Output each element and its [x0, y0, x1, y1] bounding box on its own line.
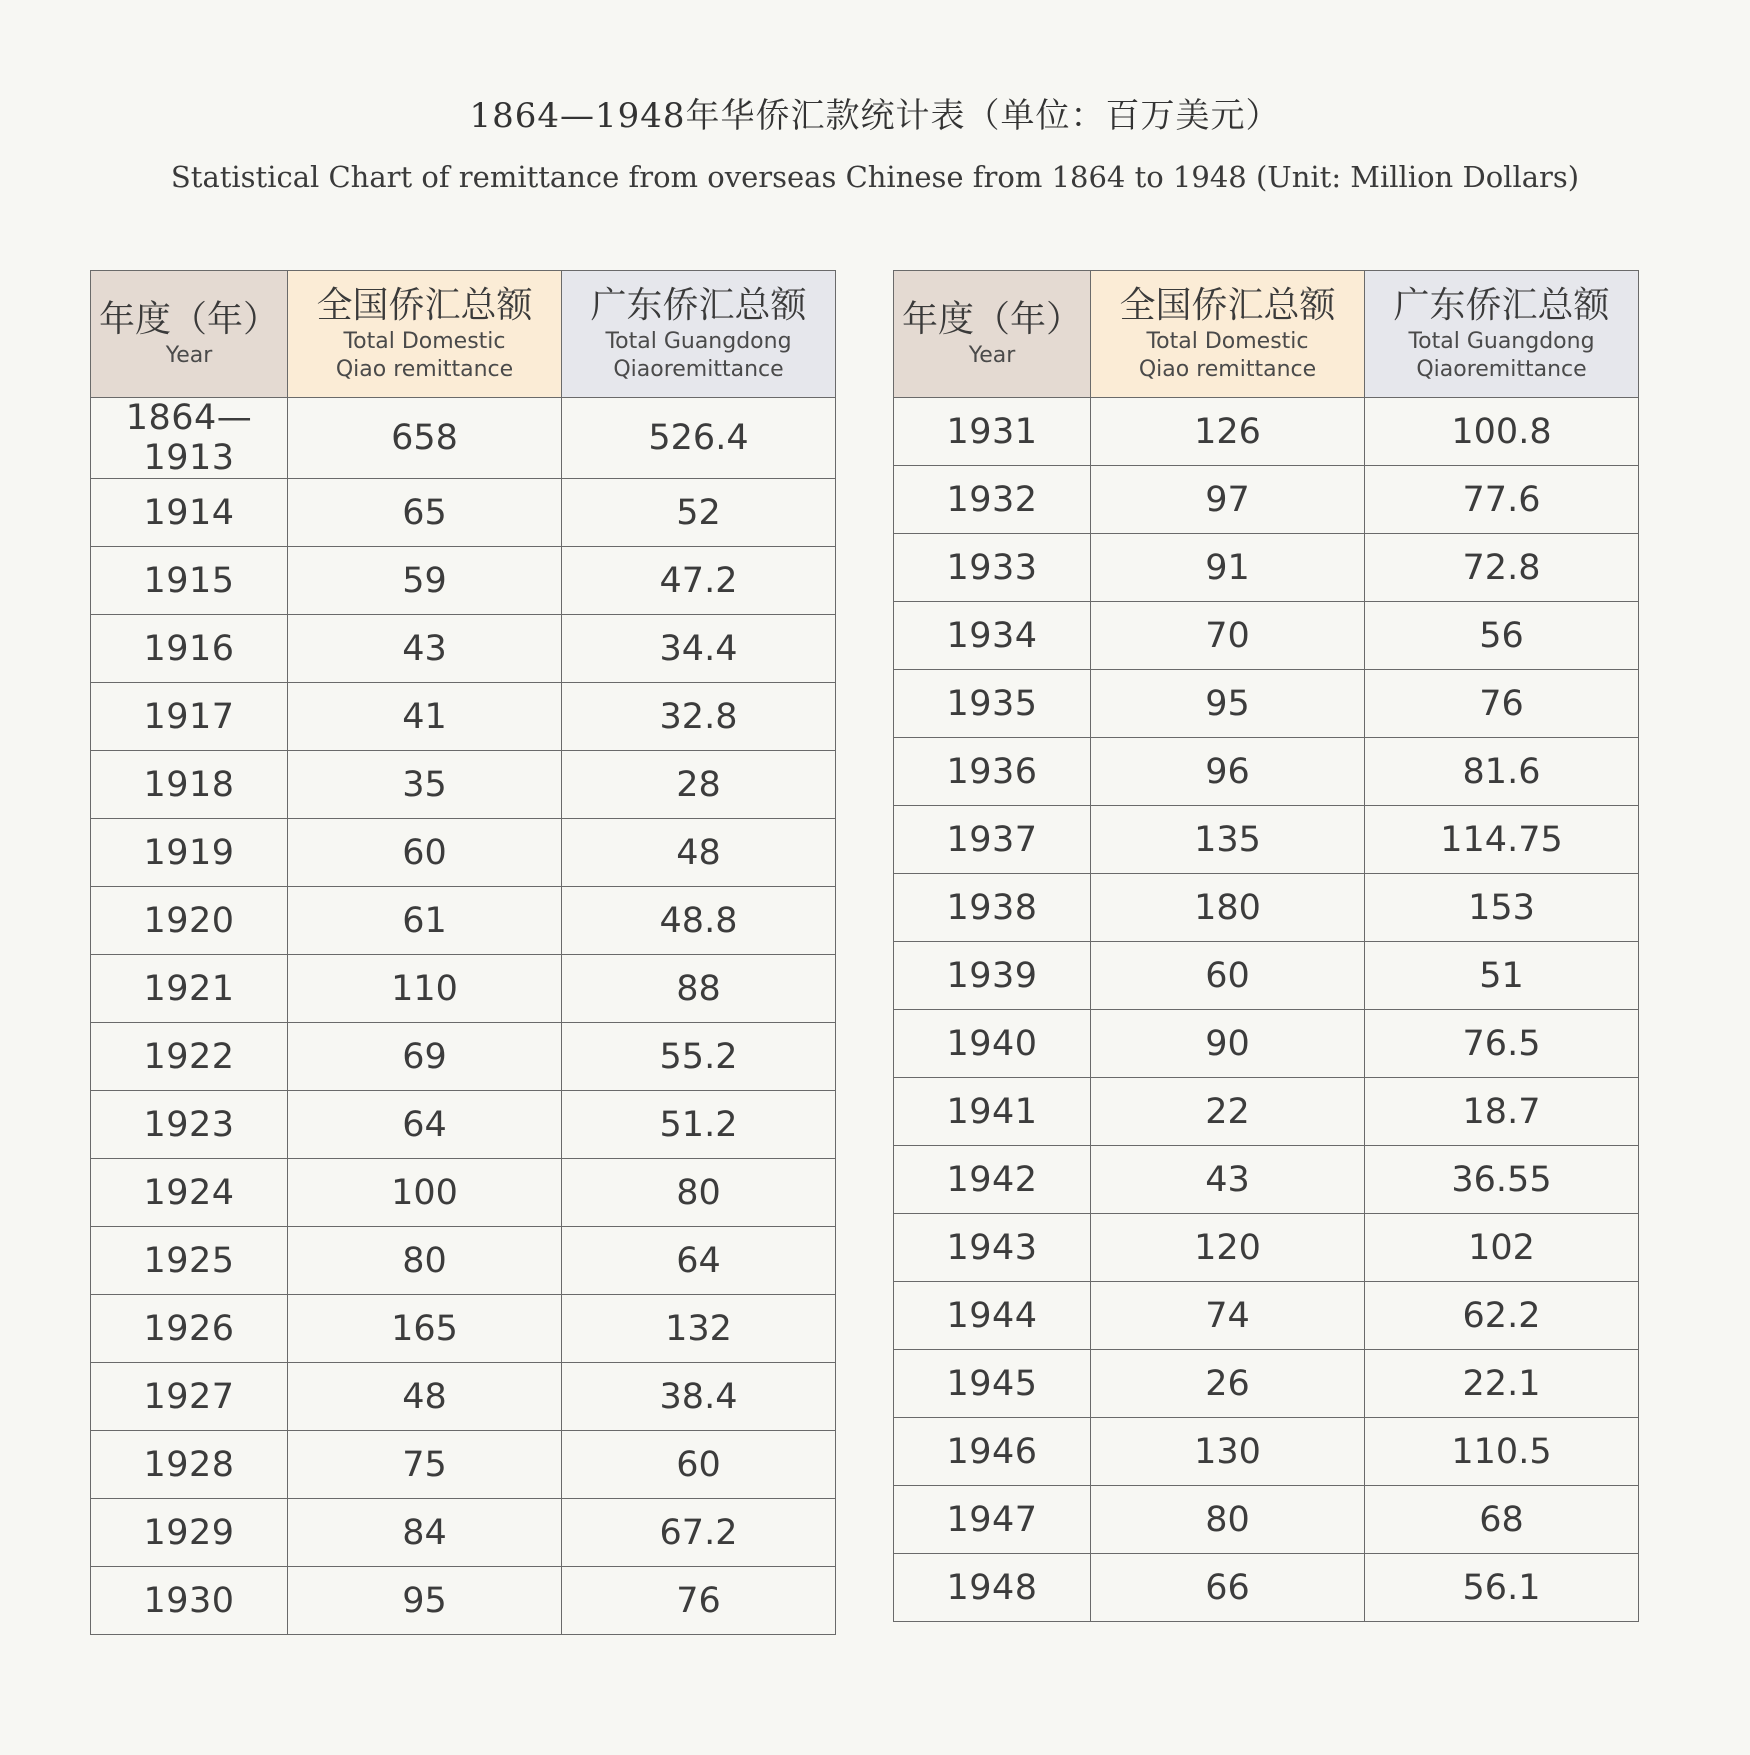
cell-year: 1940	[894, 1010, 1091, 1078]
cell-year: 1864—1913	[91, 398, 288, 479]
table-row	[91, 479, 836, 547]
cell-year: 1941	[894, 1078, 1091, 1146]
cell-total-domestic: 130	[1091, 1418, 1365, 1486]
table-row	[894, 398, 1639, 466]
cell-total-guangdong: 88	[562, 955, 836, 1023]
header-total-guangdong	[562, 271, 836, 398]
cell-total-guangdong: 110.5	[1365, 1418, 1639, 1486]
header-year-en: Year	[165, 343, 213, 368]
cell-total-domestic: 90	[1091, 1010, 1365, 1078]
cell-year: 1914	[91, 479, 288, 547]
header-gd-en-line2: Qiaoremittance	[1416, 357, 1587, 382]
cell-total-domestic: 69	[288, 1023, 562, 1091]
cell-total-domestic: 70	[1091, 602, 1365, 670]
cell-total-domestic: 61	[288, 887, 562, 955]
cell-total-domestic: 100	[288, 1159, 562, 1227]
table-row	[894, 1486, 1639, 1554]
table-row	[91, 887, 836, 955]
cell-year: 1935	[894, 670, 1091, 738]
cell-year: 1947	[894, 1486, 1091, 1554]
page-title-en: Statistical Chart of remittance from overseas Chinese from 1864 to 1948 (Unit: Million Dollars)	[170, 160, 1580, 194]
cell-total-domestic: 48	[288, 1363, 562, 1431]
cell-total-domestic: 26	[1091, 1350, 1365, 1418]
cell-total-guangdong: 48.8	[562, 887, 836, 955]
cell-total-domestic: 75	[288, 1431, 562, 1499]
table-row	[91, 1363, 836, 1431]
cell-total-guangdong: 100.8	[1365, 398, 1639, 466]
header-gd-en-line1: Total Guangdong	[1408, 329, 1595, 354]
cell-total-domestic: 74	[1091, 1282, 1365, 1350]
header-total-en-line1: Total Domestic	[343, 329, 506, 354]
cell-year: 1918	[91, 751, 288, 819]
header-year-cn: 年度（年）	[98, 299, 279, 340]
cell-year: 1915	[91, 547, 288, 615]
table-row	[894, 1078, 1639, 1146]
cell-total-guangdong: 76.5	[1365, 1010, 1639, 1078]
cell-total-domestic: 43	[288, 615, 562, 683]
cell-year: 1933	[894, 534, 1091, 602]
table-row	[894, 466, 1639, 534]
header-total-cn: 全国侨汇总额	[316, 285, 533, 326]
header-total-en-line2: Qiao remittance	[1138, 357, 1317, 382]
cell-year: 1924	[91, 1159, 288, 1227]
table-row	[894, 738, 1639, 806]
table-row	[894, 1418, 1639, 1486]
cell-total-domestic: 97	[1091, 466, 1365, 534]
header-gd-en-line2: Qiaoremittance	[613, 357, 784, 382]
table-row	[894, 942, 1639, 1010]
cell-year: 1936	[894, 738, 1091, 806]
cell-total-domestic: 80	[1091, 1486, 1365, 1554]
cell-year: 1917	[91, 683, 288, 751]
cell-total-guangdong: 526.4	[562, 398, 836, 479]
header-year	[91, 271, 288, 398]
cell-total-guangdong: 56	[1365, 602, 1639, 670]
table-row	[91, 1091, 836, 1159]
header-year-en: Year	[968, 343, 1016, 368]
table-row	[894, 1554, 1639, 1622]
header-row	[894, 271, 1639, 398]
header-total-en-line1: Total Domestic	[1146, 329, 1309, 354]
table-row	[894, 1282, 1639, 1350]
cell-total-domestic: 60	[288, 819, 562, 887]
header-gd-cn: 广东侨汇总额	[590, 285, 807, 326]
cell-total-domestic: 126	[1091, 398, 1365, 466]
header-total-cn: 全国侨汇总额	[1119, 285, 1336, 326]
cell-total-guangdong: 55.2	[562, 1023, 836, 1091]
header-year	[894, 271, 1091, 398]
header-total-domestic	[1091, 271, 1365, 398]
table-row	[91, 1227, 836, 1295]
cell-total-domestic: 96	[1091, 738, 1365, 806]
cell-year: 1919	[91, 819, 288, 887]
cell-total-guangdong: 114.75	[1365, 806, 1639, 874]
cell-total-domestic: 180	[1091, 874, 1365, 942]
cell-total-guangdong: 76	[562, 1567, 836, 1635]
cell-year: 1930	[91, 1567, 288, 1635]
page-title-cn: 1864—1948年华侨汇款统计表（单位：百万美元）	[469, 96, 1281, 136]
cell-total-guangdong: 81.6	[1365, 738, 1639, 806]
cell-total-domestic: 22	[1091, 1078, 1365, 1146]
table-row	[894, 534, 1639, 602]
table-row	[91, 1567, 836, 1635]
cell-year: 1925	[91, 1227, 288, 1295]
cell-year: 1916	[91, 615, 288, 683]
cell-year: 1920	[91, 887, 288, 955]
table-row	[894, 806, 1639, 874]
cell-year: 1939	[894, 942, 1091, 1010]
cell-total-guangdong: 48	[562, 819, 836, 887]
table-row	[91, 398, 836, 479]
cell-total-guangdong: 68	[1365, 1486, 1639, 1554]
cell-total-guangdong: 132	[562, 1295, 836, 1363]
header-total-domestic	[288, 271, 562, 398]
cell-total-domestic: 84	[288, 1499, 562, 1567]
table-row	[91, 751, 836, 819]
table-row	[91, 1023, 836, 1091]
cell-total-guangdong: 52	[562, 479, 836, 547]
cell-total-domestic: 60	[1091, 942, 1365, 1010]
cell-total-guangdong: 62.2	[1365, 1282, 1639, 1350]
cell-total-domestic: 35	[288, 751, 562, 819]
cell-year: 1937	[894, 806, 1091, 874]
cell-year: 1944	[894, 1282, 1091, 1350]
header-total-en-line2: Qiao remittance	[335, 357, 514, 382]
table-row	[894, 874, 1639, 942]
cell-year: 1926	[91, 1295, 288, 1363]
cell-year: 1928	[91, 1431, 288, 1499]
table-row	[91, 1159, 836, 1227]
cell-year: 1923	[91, 1091, 288, 1159]
cell-year: 1948	[894, 1554, 1091, 1622]
remittance-table-left	[90, 270, 836, 1635]
cell-year: 1922	[91, 1023, 288, 1091]
cell-total-guangdong: 102	[1365, 1214, 1639, 1282]
cell-total-domestic: 59	[288, 547, 562, 615]
cell-total-guangdong: 72.8	[1365, 534, 1639, 602]
table-row	[91, 1295, 836, 1363]
cell-total-domestic: 95	[288, 1567, 562, 1635]
cell-total-guangdong: 80	[562, 1159, 836, 1227]
cell-year: 1943	[894, 1214, 1091, 1282]
cell-total-domestic: 110	[288, 955, 562, 1023]
cell-total-guangdong: 64	[562, 1227, 836, 1295]
cell-total-domestic: 66	[1091, 1554, 1365, 1622]
cell-total-guangdong: 76	[1365, 670, 1639, 738]
cell-total-domestic: 120	[1091, 1214, 1365, 1282]
table-row	[894, 1350, 1639, 1418]
cell-total-domestic: 65	[288, 479, 562, 547]
cell-total-domestic: 43	[1091, 1146, 1365, 1214]
header-year-cn: 年度（年）	[901, 299, 1082, 340]
cell-year: 1945	[894, 1350, 1091, 1418]
cell-total-guangdong: 77.6	[1365, 466, 1639, 534]
cell-total-domestic: 135	[1091, 806, 1365, 874]
cell-total-guangdong: 56.1	[1365, 1554, 1639, 1622]
cell-total-domestic: 95	[1091, 670, 1365, 738]
cell-year: 1931	[894, 398, 1091, 466]
cell-total-domestic: 658	[288, 398, 562, 479]
cell-total-guangdong: 34.4	[562, 615, 836, 683]
cell-total-guangdong: 47.2	[562, 547, 836, 615]
header-gd-cn: 广东侨汇总额	[1393, 285, 1610, 326]
table-row	[91, 1431, 836, 1499]
cell-total-guangdong: 60	[562, 1431, 836, 1499]
cell-total-domestic: 91	[1091, 534, 1365, 602]
cell-year: 1934	[894, 602, 1091, 670]
table-row	[91, 683, 836, 751]
table-row	[894, 602, 1639, 670]
table-row	[894, 1010, 1639, 1078]
cell-total-guangdong: 36.55	[1365, 1146, 1639, 1214]
cell-total-guangdong: 51	[1365, 942, 1639, 1010]
table-row	[894, 670, 1639, 738]
table-row	[91, 615, 836, 683]
cell-total-domestic: 80	[288, 1227, 562, 1295]
header-row	[91, 271, 836, 398]
cell-year: 1932	[894, 466, 1091, 534]
cell-total-domestic: 64	[288, 1091, 562, 1159]
cell-total-guangdong: 28	[562, 751, 836, 819]
table-row	[91, 819, 836, 887]
cell-year: 1927	[91, 1363, 288, 1431]
header-gd-en-line1: Total Guangdong	[605, 329, 792, 354]
cell-year: 1942	[894, 1146, 1091, 1214]
header-total-guangdong	[1365, 271, 1639, 398]
cell-total-guangdong: 32.8	[562, 683, 836, 751]
table-row	[894, 1214, 1639, 1282]
table-row	[91, 1499, 836, 1567]
cell-total-guangdong: 153	[1365, 874, 1639, 942]
cell-total-guangdong: 18.7	[1365, 1078, 1639, 1146]
cell-year: 1946	[894, 1418, 1091, 1486]
cell-total-domestic: 41	[288, 683, 562, 751]
cell-total-domestic: 165	[288, 1295, 562, 1363]
remittance-table-right	[893, 270, 1639, 1622]
cell-total-guangdong: 22.1	[1365, 1350, 1639, 1418]
cell-year: 1929	[91, 1499, 288, 1567]
table-row	[91, 547, 836, 615]
cell-total-guangdong: 38.4	[562, 1363, 836, 1431]
cell-total-guangdong: 67.2	[562, 1499, 836, 1567]
table-row	[894, 1146, 1639, 1214]
table-row	[91, 955, 836, 1023]
cell-year: 1921	[91, 955, 288, 1023]
cell-year: 1938	[894, 874, 1091, 942]
cell-total-guangdong: 51.2	[562, 1091, 836, 1159]
